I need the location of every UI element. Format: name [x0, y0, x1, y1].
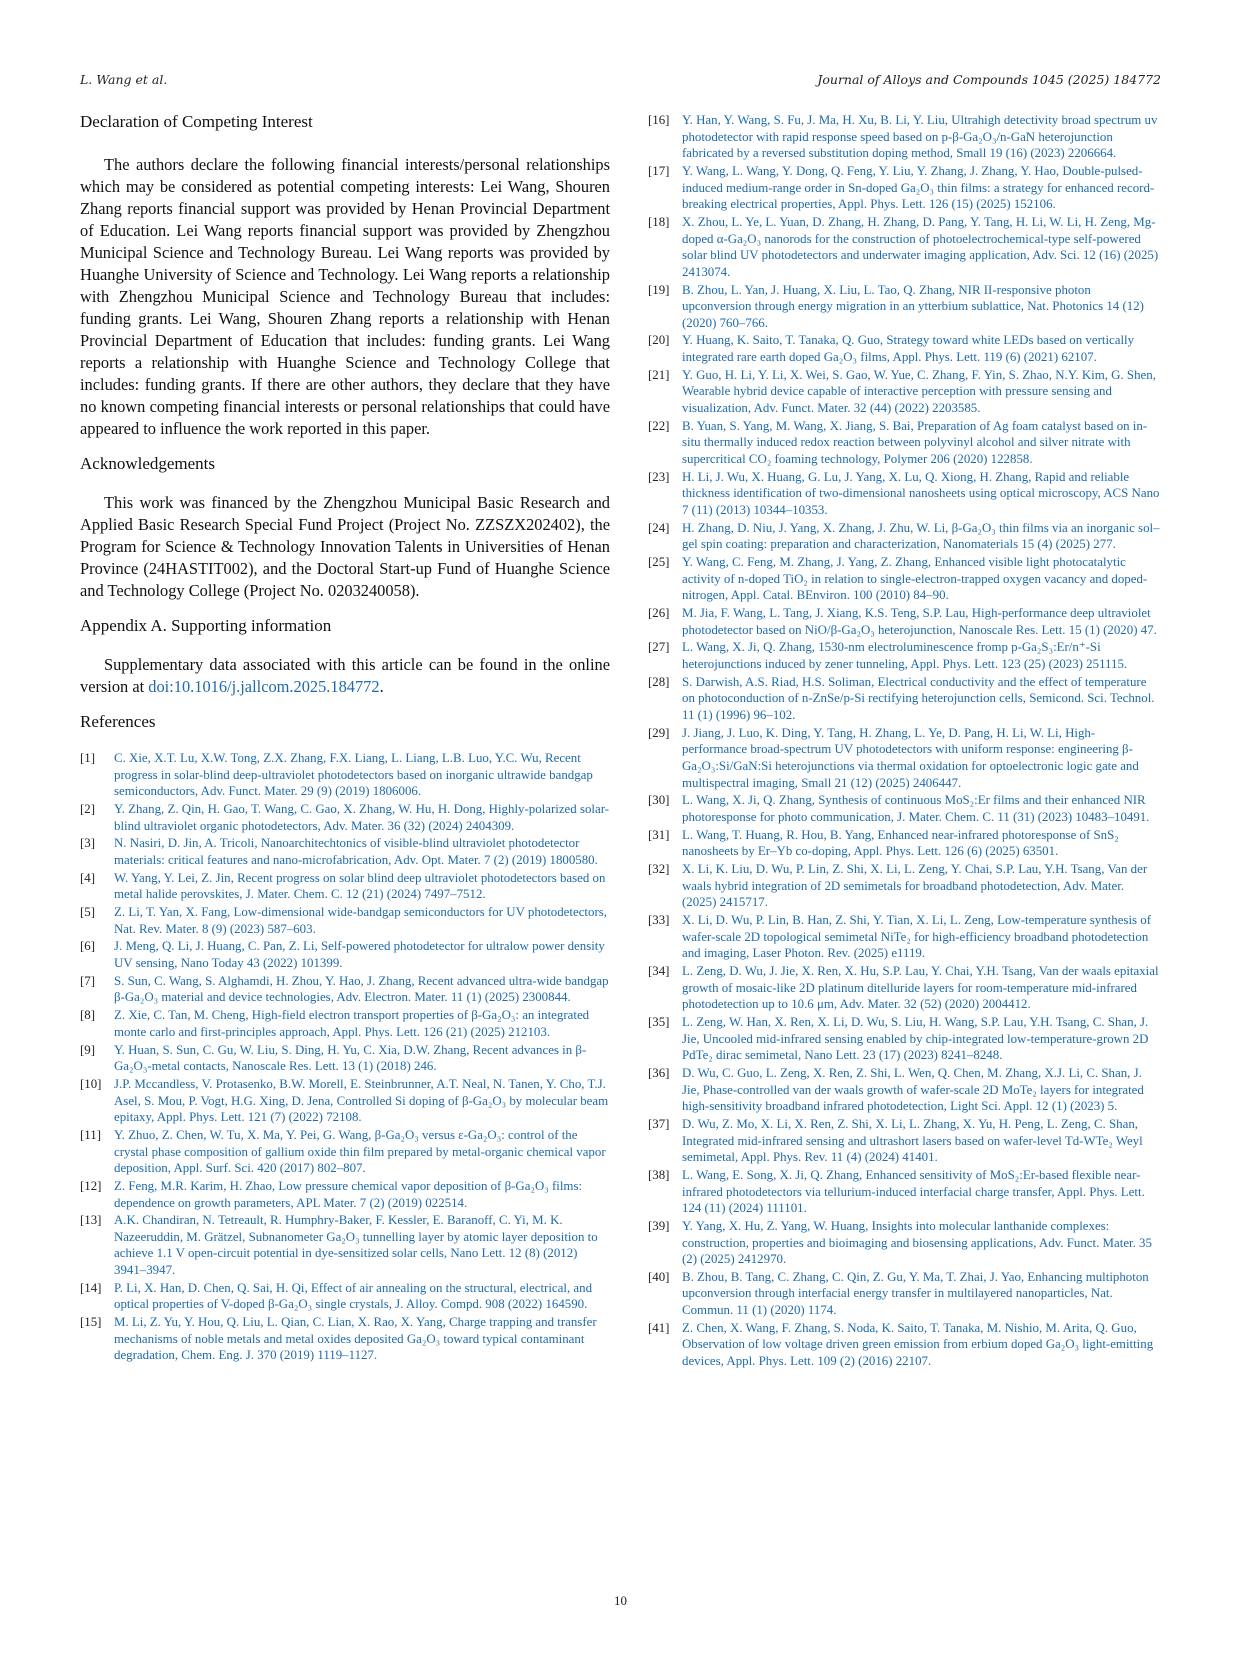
acknowledgements-heading: Acknowledgements	[80, 454, 216, 473]
reference-link[interactable]: Y. Zhang, Z. Qin, H. Gao, T. Wang, C. Gao, X. Zhang, W. Hu, H. Dong, Highly-polarized solar-blind ultraviolet organic photodetectors, Adv. Mater. 36 (32) (2024) 2404309.	[114, 801, 610, 833]
reference-item	[80, 1314, 610, 1364]
reference-link[interactable]: B. Zhou, B. Tang, C. Zhang, C. Qin, Z. Gu, Y. Ma, T. Zhai, J. Yao, Enhancing multiphoton upconversion through interfacial energy transfer in multilayered nanoparticles, Nat. Commun. 11 (1) (2020) 1174.	[682, 1269, 1149, 1318]
acknowledgements-text: This work was financed by the Zhengzhou Municipal Basic Research and Applied Basic Research Special Fund Project (Project No. ZZSZX202402), the Program for Science & Technology Innovation Talents in Universities of Henan Province (24HASTIT002), and the Doctoral Start-up Fund of Huanghe Science and Technology College (Project No. 0203240058).	[80, 493, 610, 600]
reference-number: [38]	[648, 1167, 670, 1182]
reference-number: [7]	[80, 973, 96, 988]
reference-number: [33]	[648, 913, 670, 928]
reference-item	[648, 367, 1160, 417]
reference-item	[648, 282, 1160, 332]
reference-link[interactable]: L. Wang, E. Song, X. Ji, Q. Zhang, Enhanced sensitivity of MoS₂:Er-based flexible near-infrared photodetectors via tellurium-induced interfacial charge transfer, Appl. Phys. Lett. 124 (11) (2024) 111101.	[682, 1167, 1145, 1216]
right-column	[648, 112, 1160, 1371]
running-header-journal: Journal of Alloys and Compounds 1045 (2025) 184772	[817, 72, 1161, 87]
reference-number: [20]	[648, 333, 670, 348]
reference-number: [18]	[648, 214, 670, 229]
reference-item	[648, 1065, 1160, 1115]
reference-number: [4]	[80, 870, 96, 885]
reference-number: [41]	[648, 1320, 670, 1335]
reference-number: [13]	[80, 1213, 102, 1228]
reference-item	[648, 1167, 1160, 1217]
reference-link[interactable]: L. Zeng, D. Wu, J. Jie, X. Ren, X. Hu, S.P. Lau, Y. Chai, Y.H. Tsang, Van der waals epitaxial growth of mosaic-like 2D platinum ditelluride layers for room-temperature mid-infrared photodetection up to 10.6 μm, Adv. Mater. 32 (52) (2020) 2004412.	[682, 964, 1159, 1012]
reference-link[interactable]: X. Zhou, L. Ye, L. Yuan, D. Zhang, H. Zhang, D. Pang, Y. Tang, H. Li, W. Li, H. Zeng, Mg-doped α-Ga₂O₃ nanorods for the construction of photoelectrochemical-type self-powered solar blind UV photodetectors and underwater imaging application, Adv. Sci. 12 (16) (2025) 2413074.	[682, 214, 1159, 279]
reference-number: [15]	[80, 1315, 102, 1330]
reference-link[interactable]: J. Meng, Q. Li, J. Huang, C. Pan, Z. Li, Self-powered photodetector for ultralow power density UV sensing, Nano Today 43 (2022) 101399.	[114, 939, 605, 971]
reference-link[interactable]: Y. Huang, K. Saito, T. Tanaka, Q. Guo, Strategy toward white LEDs based on vertically integrated rare earth doped Ga₂O₃ films, Appl. Phys. Lett. 119 (6) (2021) 62107.	[682, 333, 1135, 365]
reference-number: [14]	[80, 1280, 102, 1295]
reference-number: [37]	[648, 1116, 670, 1131]
reference-link[interactable]: J. Jiang, J. Luo, K. Ding, Y. Tang, H. Zhang, L. Ye, D. Pang, H. Li, W. Li, High-performance broad-spectrum UV photodetectors with uniform response: engineering β-Ga₂O₃:Si/GaN:Si heterojunctions via thermal oxidation for optoelectronic logic gate and multispectral imaging, Small 21 (12) (2025) 2406447.	[682, 725, 1139, 790]
reference-number: [6]	[80, 939, 96, 954]
reference-number: [9]	[80, 1042, 96, 1057]
reference-item	[80, 1178, 610, 1211]
reference-item	[80, 801, 610, 834]
reference-number: [30]	[648, 793, 670, 808]
reference-number: [17]	[648, 163, 670, 178]
reference-item	[648, 163, 1160, 213]
reference-number: [39]	[648, 1218, 670, 1233]
reference-item	[648, 554, 1160, 604]
reference-number: [11]	[80, 1127, 101, 1142]
reference-item	[648, 1116, 1160, 1166]
reference-item	[80, 1127, 610, 1177]
references-list-left	[80, 750, 610, 1364]
running-header-authors: L. Wang et al.	[80, 72, 168, 87]
reference-link[interactable]: Y. Yang, X. Hu, Z. Yang, W. Huang, Insights into molecular lanthanide complexes: construction, properties and bioimaging and biosensing applications, Adv. Funct. Mater. 35 (2) (2025) 2412970.	[682, 1218, 1152, 1267]
reference-link[interactable]: Y. Guo, H. Li, Y. Li, X. Wei, S. Gao, W. Yue, C. Zhang, F. Yin, S. Zhao, N.Y. Kim, G. Shen, Wearable hybrid device capable of interactive perception with pressure sensing and visualization, Adv. Funct. Mater. 32 (44) (2022) 2203585.	[682, 367, 1156, 416]
reference-item	[648, 418, 1160, 468]
reference-link[interactable]: Y. Han, Y. Wang, S. Fu, J. Ma, H. Xu, B. Li, Y. Liu, Ultrahigh detectivity broad spectrum uv photodetector with rapid response speed based on p-β-Ga₂O₃/n-GaN heterojunction fabricated by a reversed substitution doping method, Small 19 (16) (2023) 2206664.	[682, 113, 1158, 161]
reference-item	[648, 1218, 1160, 1268]
reference-item	[80, 938, 610, 971]
reference-number: [28]	[648, 674, 670, 689]
reference-number: [3]	[80, 836, 96, 851]
reference-item	[80, 1212, 610, 1278]
reference-item	[80, 835, 610, 868]
reference-link[interactable]: W. Yang, Y. Lei, Z. Jin, Recent progress on solar blind deep ultraviolet photodetectors based on metal halide perovskites, J. Mater. Chem. C. 12 (21) (2024) 7497–7512.	[114, 870, 606, 902]
left-column	[80, 112, 610, 1365]
reference-number: [1]	[80, 751, 96, 765]
reference-link[interactable]: D. Wu, Z. Mo, X. Li, X. Ren, Z. Shi, X. Li, L. Zhang, X. Yu, H. Peng, L. Zeng, C. Shan, Integrated mid-infrared sensing and ultrashort lasers based on wafer-level Td-WTe₂ Weyl semimetal, Appl. Phys. Rev. 11 (4) (2024) 41401.	[682, 1116, 1143, 1165]
reference-link[interactable]: J.P. Mccandless, V. Protasenko, B.W. Morell, E. Steinbrunner, A.T. Neal, N. Tanen, Y. Cho, T.J. Asel, S. Mou, P. Vogt, H.G. Xing, D. Jena, Controlled Si doping of β-Ga₂O₃ by molecular beam epitaxy, Appl. Phys. Lett. 121 (7) (2022) 72108.	[114, 1076, 609, 1125]
reference-link[interactable]: B. Yuan, S. Yang, M. Wang, X. Jiang, S. Bai, Preparation of Ag foam catalyst based on in-situ thermally induced redox reaction between polyvinyl alcohol and silver nitrate with supercritical CO₂ foaming technology, Polymer 206 (2020) 122858.	[682, 418, 1148, 466]
reference-link[interactable]: M. Jia, F. Wang, L. Tang, J. Xiang, K.S. Teng, S.P. Lau, High-performance deep ultraviolet photodetector based on NiO/β-Ga₂O₃ heterojunction, Nanoscale Res. Lett. 15 (1) (2020) 47.	[682, 606, 1157, 637]
reference-link[interactable]: P. Li, X. Han, D. Chen, Q. Sai, H. Qi, Effect of air annealing on the structural, electrical, and optical properties of V-doped β-Ga₂O₃ single crystals, J. Alloy. Compd. 908 (2022) 164590.	[114, 1280, 593, 1312]
reference-link[interactable]: H. Li, J. Wu, X. Huang, G. Lu, J. Yang, X. Lu, Q. Xiong, H. Zhang, Rapid and reliable thickness identification of two-dimensional nanosheets using optical microscopy, ACS Nano 7 (11) (2013) 10344–10353.	[682, 469, 1160, 517]
reference-link[interactable]: D. Wu, C. Guo, L. Zeng, X. Ren, Z. Shi, L. Wen, Q. Chen, M. Zhang, X.J. Li, C. Shan, J. Jie, Phase-controlled van der waals growth of wafer-scale 2D MoTe₂ layers for integrated high-sensitivity broadband infrared photodetection, Light Sci. Appl. 12 (1) (2023) 5.	[682, 1066, 1144, 1114]
reference-item	[648, 1014, 1160, 1064]
reference-number: [12]	[80, 1178, 102, 1193]
reference-link[interactable]: Z. Feng, M.R. Karim, H. Zhao, Low pressure chemical vapor deposition of β-Ga₂O₃ films: dependence on growth parameters, APL Mater. 7 (2) (2019) 022514.	[114, 1178, 583, 1210]
reference-item	[648, 861, 1160, 911]
doi-link[interactable]: doi:10.1016/j.jallcom.2025.184772	[148, 677, 380, 696]
reference-link[interactable]: Y. Zhuo, Z. Chen, W. Tu, X. Ma, Y. Pei, G. Wang, β-Ga₂O₃ versus ε-Ga₂O₃: control of the crystal phase composition of gallium oxide thin film prepared by metal-organic chemical vapor deposition, Appl. Surf. Sci. 420 (2017) 802–807.	[114, 1127, 606, 1176]
reference-item	[80, 1042, 610, 1075]
reference-item	[648, 469, 1160, 519]
reference-link[interactable]: L. Wang, T. Huang, R. Hou, B. Yang, Enhanced near-infrared photoresponse of SnS₂ nanosheets by Er–Yb co-doping, Appl. Phys. Lett. 126 (6) (2025) 63501.	[682, 827, 1119, 859]
reference-item	[648, 214, 1160, 280]
reference-item	[648, 827, 1160, 860]
reference-number: [40]	[648, 1269, 670, 1284]
appendix-heading: Appendix A. Supporting information	[80, 616, 332, 635]
reference-link[interactable]: Y. Wang, C. Feng, M. Zhang, J. Yang, Z. Zhang, Enhanced visible light photocatalytic activity of n-doped TiO₂ in relation to single-electron-trapped oxygen vacancy and doped-nitrogen, Appl. Catal. BEnviron. 100 (2010) 84–90.	[682, 555, 1148, 603]
appendix-text	[80, 654, 610, 698]
reference-link[interactable]: L. Zeng, W. Han, X. Ren, X. Li, D. Wu, S. Liu, H. Wang, S.P. Lau, Y.H. Tsang, C. Shan, J. Jie, Uncooled mid-infrared sensing enabled by chip-integrated low-temperature-grown 2D PdTe₂ dirac semimetal, Nano Lett. 23 (17) (2023) 8241–8248.	[682, 1015, 1149, 1063]
references-list-right	[648, 112, 1160, 1370]
reference-item	[80, 750, 610, 800]
reference-link[interactable]: C. Xie, X.T. Lu, X.W. Tong, Z.X. Zhang, F.X. Liang, L. Liang, L.B. Luo, Y.C. Wu, Recent progress in solar-blind deep-ultraviolet photodetectors based on inorganic ultrawide bandgap semiconductors, Adv. Funct. Mater. 29 (9) (2019) 1806006.	[114, 751, 593, 799]
competing-interest-heading: Declaration of Competing Interest	[80, 112, 313, 131]
page-number: 10	[614, 1593, 627, 1608]
reference-item	[648, 1269, 1160, 1319]
reference-link[interactable]: L. Wang, X. Ji, Q. Zhang, Synthesis of continuous MoS₂:Er films and their enhanced NIR photoresponse for photo communication, J. Mater. Chem. C. 11 (31) (2023) 10483–10491.	[682, 793, 1150, 824]
reference-link[interactable]: L. Wang, X. Ji, Q. Zhang, 1530-nm electroluminescence fromp p-Ga₂S₃:Er/n⁺-Si heterojunctions induced by zener tunneling, Appl. Phys. Lett. 123 (25) (2023) 251115.	[682, 640, 1128, 672]
reference-number: [5]	[80, 905, 96, 920]
reference-link[interactable]: S. Sun, C. Wang, S. Alghamdi, H. Zhou, Y. Hao, J. Zhang, Recent advanced ultra-wide bandgap β-Ga₂O₃ material and device technologies, Adv. Electron. Mater. 11 (1) (2025) 2300844.	[114, 973, 609, 1005]
reference-number: [29]	[648, 725, 670, 740]
reference-number: [19]	[648, 282, 670, 297]
reference-item	[648, 912, 1160, 962]
reference-link[interactable]: Z. Xie, C. Tan, M. Cheng, High-field electron transport properties of β-Ga₂O₃: an integrated monte carlo and first-principles approach, Appl. Phys. Lett. 126 (21) (2025) 212103.	[114, 1008, 590, 1039]
reference-number: [16]	[648, 113, 670, 127]
reference-item	[648, 725, 1160, 791]
reference-item	[80, 1076, 610, 1126]
references-heading: References	[80, 712, 156, 731]
reference-link[interactable]: H. Zhang, D. Niu, J. Yang, X. Zhang, J. Zhu, W. Li, β-Ga₂O₃ thin films via an inorganic sol–gel spin coating: preparation and characterization, Nanomaterials 15 (4) (2025) 277.	[682, 520, 1160, 552]
reference-number: [21]	[648, 367, 670, 382]
competing-interest-text: The authors declare the following financial interests/personal relationships which may be considered as potential competing interests: Lei Wang, Shouren Zhang reports financial support was provided by Henan Provincial Department of Education. Lei Wang reports financial support was provided by Zhengzhou Municipal Science and Technology Bureau. Lei Wang reports was provided by Huanghe University of Science and Technology. Lei Wang reports a relationship with Zhengzhou Municipal Science and Technology Bureau that includes: funding grants. Lei Wang, Shouren Zhang reports a relationship with Henan Provincial Department of Education that includes: funding grants. Lei Wang reports a relationship with Huanghe Science and Technology College that includes: funding grants. If there are other authors, they declare that they have no known competing financial interests or personal relationships that could have appeared to influence the work reported in this paper.	[80, 155, 610, 438]
reference-item	[80, 973, 610, 1006]
reference-item	[80, 1007, 610, 1040]
appendix-text-after: .	[379, 677, 384, 696]
reference-item	[80, 1280, 610, 1313]
reference-item	[648, 792, 1160, 825]
reference-number: [2]	[80, 801, 96, 816]
reference-item	[648, 674, 1160, 724]
reference-item	[648, 332, 1160, 365]
reference-number: [36]	[648, 1066, 670, 1080]
reference-item	[648, 963, 1160, 1013]
reference-item	[80, 870, 610, 903]
reference-link[interactable]: M. Li, Z. Yu, Y. Hou, Q. Liu, L. Qian, C. Lian, X. Rao, X. Yang, Charge trapping and transfer mechanisms of noble metals and metal oxides deposited Ga₂O₃ toward typical contaminant degradation, Chem. Eng. J. 370 (2019) 1119–1127.	[114, 1315, 597, 1363]
reference-number: [25]	[648, 555, 670, 570]
reference-item	[648, 520, 1160, 553]
reference-number: [35]	[648, 1015, 670, 1030]
reference-link[interactable]: S. Darwish, A.S. Riad, H.S. Soliman, Electrical conductivity and the effect of temperature on photoconduction of n-ZnSe/p-Si rectifying heterojunction cells, Semicond. Sci. Technol. 11 (1) (1996) 96–102.	[682, 674, 1155, 723]
reference-item	[648, 605, 1160, 638]
reference-item	[80, 904, 610, 937]
reference-number: [23]	[648, 469, 670, 484]
reference-link[interactable]: Z. Chen, X. Wang, F. Zhang, S. Noda, K. Saito, T. Tanaka, M. Nishio, M. Arita, Q. Guo, Observation of low voltage driven green emission from erbium doped Ga₂O₃ light-emitting devices, Appl. Phys. Lett. 109 (2) (2016) 22107.	[682, 1320, 1154, 1369]
reference-number: [34]	[648, 964, 670, 979]
reference-link[interactable]: X. Li, D. Wu, P. Lin, B. Han, Z. Shi, Y. Tian, X. Li, L. Zeng, Low-temperature synthesis of wafer-scale 2D topological semimetal NiTe₂ for high-efficiency broadband photodetection and imaging, Laser Photon. Rev. (2025) e1119.	[682, 913, 1152, 961]
reference-item	[648, 1320, 1160, 1370]
reference-link[interactable]: A.K. Chandiran, N. Tetreault, R. Humphry-Baker, F. Kessler, E. Baranoff, C. Yi, M. K. Nazeeruddin, M. Grätzel, Subnanometer Ga₂O₃ tunnelling layer by atomic layer deposition to achieve 1.1 V open-circuit potential in dye-sensitized solar cells, Nano Lett. 12 (8) (2012) 3941–3947.	[114, 1213, 598, 1278]
reference-link[interactable]: Y. Wang, L. Wang, Y. Dong, Q. Feng, Y. Liu, Y. Zhang, J. Zhang, Y. Hao, Double-pulsed-induced medium-range order in Sn-doped Ga₂O₃ thin films: a strategy for enhanced record-breaking electrical properties, Appl. Phys. Lett. 126 (15) (2025) 152106.	[682, 163, 1155, 212]
reference-link[interactable]: Z. Li, T. Yan, X. Fang, Low-dimensional wide-bandgap semiconductors for UV photodetectors, Nat. Rev. Mater. 8 (9) (2023) 587–603.	[114, 905, 607, 936]
reference-item	[648, 639, 1160, 672]
reference-link[interactable]: B. Zhou, L. Yan, J. Huang, X. Liu, L. Tao, Q. Zhang, NIR II-responsive photon upconversion through energy migration in an ytterbium sublattice, Nat. Photonics 14 (12) (2020) 760–766.	[682, 282, 1144, 330]
reference-number: [24]	[648, 520, 670, 535]
reference-number: [26]	[648, 606, 670, 621]
reference-link[interactable]: N. Nasiri, D. Jin, A. Tricoli, Nanoarchitechtonics of visible-blind ultraviolet photodetector materials: critical features and nano-microfabrication, Adv. Opt. Mater. 7 (2) (2019) 1800580.	[114, 836, 598, 867]
reference-number: [32]	[648, 862, 670, 877]
reference-link[interactable]: Y. Huan, S. Sun, C. Gu, W. Liu, S. Ding, H. Yu, C. Xia, D.W. Zhang, Recent advances in β-Ga₂O₃-metal contacts, Nanoscale Res. Lett. 13 (1) (2018) 246.	[114, 1042, 587, 1074]
reference-number: [31]	[648, 827, 670, 842]
reference-number: [10]	[80, 1076, 102, 1091]
appendix-text-before: Supplementary data associated with this article can be found in the online version at	[80, 655, 610, 696]
reference-number: [27]	[648, 640, 670, 655]
reference-number: [8]	[80, 1008, 96, 1023]
reference-link[interactable]: X. Li, K. Liu, D. Wu, P. Lin, Z. Shi, X. Li, L. Zeng, Y. Chai, S.P. Lau, Y.H. Tsang, Van der waals hybrid integration of 2D semimetals for broadband photodetection, Adv. Mater. (2025) 2415717.	[682, 862, 1148, 910]
reference-number: [22]	[648, 418, 670, 433]
reference-item	[648, 112, 1160, 162]
